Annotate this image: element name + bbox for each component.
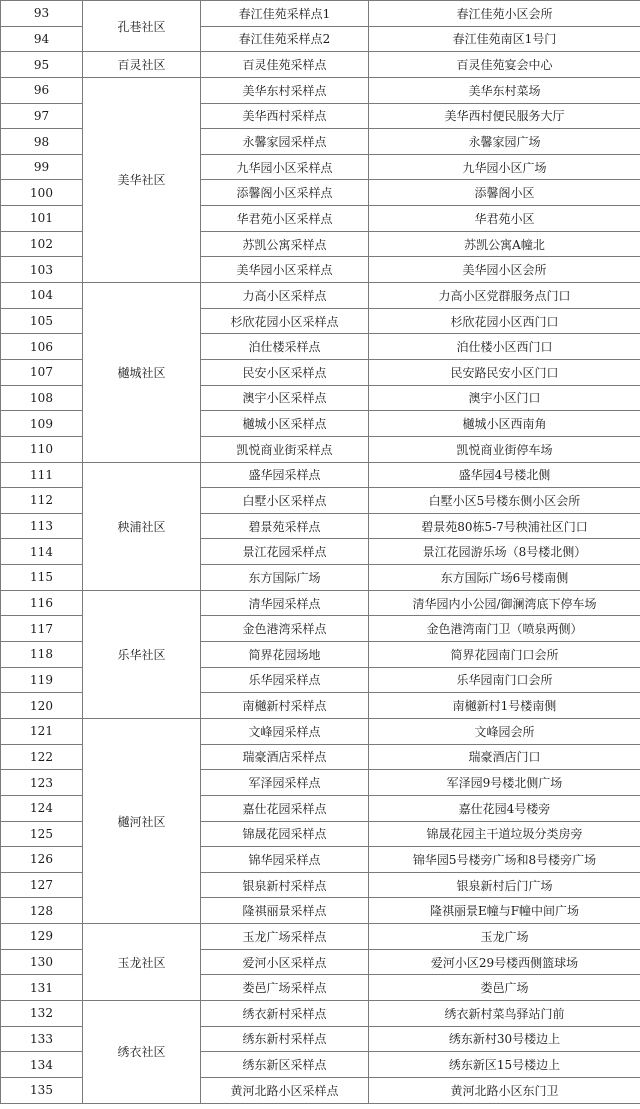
address-cell: 银泉新村后门广场	[369, 872, 640, 898]
sampling-site-cell: 黄河北路小区采样点	[201, 1077, 369, 1103]
sampling-site-cell: 南樾新村采样点	[201, 693, 369, 719]
row-number-cell: 111	[1, 462, 83, 488]
community-cell: 绣衣社区	[83, 1000, 201, 1103]
row-number-cell: 121	[1, 718, 83, 744]
sampling-site-cell: 力高小区采样点	[201, 283, 369, 309]
address-cell: 南樾新村1号楼南侧	[369, 693, 640, 719]
table-row	[1, 1, 640, 27]
sampling-site-cell: 盛华园采样点	[201, 462, 369, 488]
row-number-cell: 103	[1, 257, 83, 283]
row-number-cell: 95	[1, 52, 83, 78]
sampling-site-cell: 美华西村采样点	[201, 103, 369, 129]
sampling-site-cell: 樾城小区采样点	[201, 411, 369, 437]
address-cell: 泊仕楼小区西门口	[369, 334, 640, 360]
table-row	[1, 52, 640, 78]
address-cell: 嘉仕花园4号楼旁	[369, 795, 640, 821]
row-number-cell: 122	[1, 744, 83, 770]
row-number-cell: 96	[1, 77, 83, 103]
sampling-site-cell: 锦晟花园采样点	[201, 821, 369, 847]
community-cell: 樾河社区	[83, 718, 201, 923]
sampling-site-cell: 绣东新村采样点	[201, 1026, 369, 1052]
address-cell: 文峰园会所	[369, 718, 640, 744]
community-cell: 樾城社区	[83, 283, 201, 462]
row-number-cell: 94	[1, 26, 83, 52]
sampling-site-cell: 泊仕楼采样点	[201, 334, 369, 360]
table-row	[1, 924, 640, 950]
sampling-site-cell: 隆祺丽景采样点	[201, 898, 369, 924]
table-body	[1, 1, 640, 1104]
row-number-cell: 126	[1, 847, 83, 873]
address-cell: 军泽园9号楼北侧广场	[369, 770, 640, 796]
table-row	[1, 590, 640, 616]
address-cell: 白墅小区5号楼东侧小区会所	[369, 488, 640, 514]
address-cell: 绣东新村30号楼边上	[369, 1026, 640, 1052]
address-cell: 乐华园南门口会所	[369, 667, 640, 693]
sampling-site-cell: 碧景苑采样点	[201, 513, 369, 539]
row-number-cell: 124	[1, 795, 83, 821]
address-cell: 美华园小区会所	[369, 257, 640, 283]
address-cell: 华君苑小区	[369, 206, 640, 232]
community-cell: 秧浦社区	[83, 462, 201, 590]
sampling-site-cell: 简界花园场地	[201, 642, 369, 668]
sampling-site-cell: 春江佳苑采样点1	[201, 1, 369, 27]
row-number-cell: 131	[1, 975, 83, 1001]
sampling-site-cell: 华君苑小区采样点	[201, 206, 369, 232]
address-cell: 苏凯公寓A幢北	[369, 231, 640, 257]
row-number-cell: 102	[1, 231, 83, 257]
table-row	[1, 1000, 640, 1026]
community-cell: 孔巷社区	[83, 1, 201, 52]
row-number-cell: 100	[1, 180, 83, 206]
address-cell: 绣东新区15号楼边上	[369, 1052, 640, 1078]
row-number-cell: 118	[1, 642, 83, 668]
row-number-cell: 134	[1, 1052, 83, 1078]
address-cell: 樾城小区西南角	[369, 411, 640, 437]
sampling-site-cell: 白墅小区采样点	[201, 488, 369, 514]
address-cell: 东方国际广场6号楼南侧	[369, 565, 640, 591]
community-cell: 美华社区	[83, 77, 201, 282]
address-cell: 黄河北路小区东门卫	[369, 1077, 640, 1103]
sampling-site-cell: 民安小区采样点	[201, 359, 369, 385]
row-number-cell: 104	[1, 283, 83, 309]
row-number-cell: 127	[1, 872, 83, 898]
sampling-site-cell: 永馨家园采样点	[201, 129, 369, 155]
sampling-site-cell: 凯悦商业街采样点	[201, 436, 369, 462]
sampling-site-cell: 锦华园采样点	[201, 847, 369, 873]
table-row	[1, 283, 640, 309]
address-cell: 永馨家园广场	[369, 129, 640, 155]
sampling-site-cell: 澳宇小区采样点	[201, 385, 369, 411]
address-cell: 民安路民安小区门口	[369, 359, 640, 385]
table-row	[1, 77, 640, 103]
row-number-cell: 106	[1, 334, 83, 360]
row-number-cell: 110	[1, 436, 83, 462]
address-cell: 景江花园游乐场（8号楼北侧）	[369, 539, 640, 565]
sampling-site-cell: 爱河小区采样点	[201, 949, 369, 975]
address-cell: 锦华园5号楼旁广场和8号楼旁广场	[369, 847, 640, 873]
address-cell: 瑞豪酒店门口	[369, 744, 640, 770]
address-cell: 春江佳苑南区1号门	[369, 26, 640, 52]
address-cell: 绣衣新村菜鸟驿站门前	[369, 1000, 640, 1026]
sampling-site-cell: 绣衣新村采样点	[201, 1000, 369, 1026]
sampling-site-cell: 银泉新村采样点	[201, 872, 369, 898]
row-number-cell: 113	[1, 513, 83, 539]
sampling-site-cell: 杉欣花园小区采样点	[201, 308, 369, 334]
sampling-site-cell: 春江佳苑采样点2	[201, 26, 369, 52]
address-cell: 玉龙广场	[369, 924, 640, 950]
row-number-cell: 123	[1, 770, 83, 796]
address-cell: 澳宇小区门口	[369, 385, 640, 411]
address-cell: 金色港湾南门卫（喷泉两侧）	[369, 616, 640, 642]
row-number-cell: 125	[1, 821, 83, 847]
row-number-cell: 135	[1, 1077, 83, 1103]
address-cell: 美华西村便民服务大厅	[369, 103, 640, 129]
sampling-site-cell: 苏凯公寓采样点	[201, 231, 369, 257]
row-number-cell: 105	[1, 308, 83, 334]
address-cell: 九华园小区广场	[369, 154, 640, 180]
row-number-cell: 112	[1, 488, 83, 514]
address-cell: 爱河小区29号楼西侧篮球场	[369, 949, 640, 975]
sampling-site-cell: 娄邑广场采样点	[201, 975, 369, 1001]
address-cell: 锦晟花园主干道垃圾分类房旁	[369, 821, 640, 847]
row-number-cell: 101	[1, 206, 83, 232]
address-cell: 娄邑广场	[369, 975, 640, 1001]
row-number-cell: 114	[1, 539, 83, 565]
sampling-site-cell: 玉龙广场采样点	[201, 924, 369, 950]
address-cell: 清华园内小公园/御澜湾底下停车场	[369, 590, 640, 616]
sampling-site-cell: 嘉仕花园采样点	[201, 795, 369, 821]
row-number-cell: 108	[1, 385, 83, 411]
row-number-cell: 109	[1, 411, 83, 437]
sampling-site-cell: 绣东新区采样点	[201, 1052, 369, 1078]
table-row	[1, 462, 640, 488]
row-number-cell: 132	[1, 1000, 83, 1026]
community-cell: 玉龙社区	[83, 924, 201, 1001]
sampling-site-cell: 东方国际广场	[201, 565, 369, 591]
sampling-site-cell: 美华东村采样点	[201, 77, 369, 103]
row-number-cell: 119	[1, 667, 83, 693]
sampling-site-cell: 景江花园采样点	[201, 539, 369, 565]
row-number-cell: 120	[1, 693, 83, 719]
sampling-site-cell: 美华园小区采样点	[201, 257, 369, 283]
row-number-cell: 107	[1, 359, 83, 385]
community-cell: 乐华社区	[83, 590, 201, 718]
row-number-cell: 128	[1, 898, 83, 924]
address-cell: 凯悦商业街停车场	[369, 436, 640, 462]
row-number-cell: 130	[1, 949, 83, 975]
row-number-cell: 98	[1, 129, 83, 155]
row-number-cell: 93	[1, 1, 83, 27]
address-cell: 隆祺丽景E幢与F幢中间广场	[369, 898, 640, 924]
address-cell: 力高小区党群服务点门口	[369, 283, 640, 309]
address-cell: 百灵佳苑宴会中心	[369, 52, 640, 78]
sampling-site-cell: 清华园采样点	[201, 590, 369, 616]
sampling-site-cell: 添馨阁小区采样点	[201, 180, 369, 206]
community-cell: 百灵社区	[83, 52, 201, 78]
row-number-cell: 133	[1, 1026, 83, 1052]
sampling-site-cell: 瑞豪酒店采样点	[201, 744, 369, 770]
row-number-cell: 129	[1, 924, 83, 950]
address-cell: 杉欣花园小区西门口	[369, 308, 640, 334]
row-number-cell: 99	[1, 154, 83, 180]
row-number-cell: 116	[1, 590, 83, 616]
row-number-cell: 115	[1, 565, 83, 591]
address-cell: 添馨阁小区	[369, 180, 640, 206]
sampling-site-cell: 军泽园采样点	[201, 770, 369, 796]
table-row	[1, 718, 640, 744]
sampling-site-cell: 九华园小区采样点	[201, 154, 369, 180]
sampling-site-cell: 文峰园采样点	[201, 718, 369, 744]
address-cell: 碧景苑80栋5-7号秧浦社区门口	[369, 513, 640, 539]
row-number-cell: 117	[1, 616, 83, 642]
sampling-site-cell: 金色港湾采样点	[201, 616, 369, 642]
address-cell: 美华东村菜场	[369, 77, 640, 103]
row-number-cell: 97	[1, 103, 83, 129]
sampling-site-cell: 乐华园采样点	[201, 667, 369, 693]
address-cell: 盛华园4号楼北侧	[369, 462, 640, 488]
sampling-site-cell: 百灵佳苑采样点	[201, 52, 369, 78]
address-cell: 春江佳苑小区会所	[369, 1, 640, 27]
address-cell: 简界花园南门口会所	[369, 642, 640, 668]
